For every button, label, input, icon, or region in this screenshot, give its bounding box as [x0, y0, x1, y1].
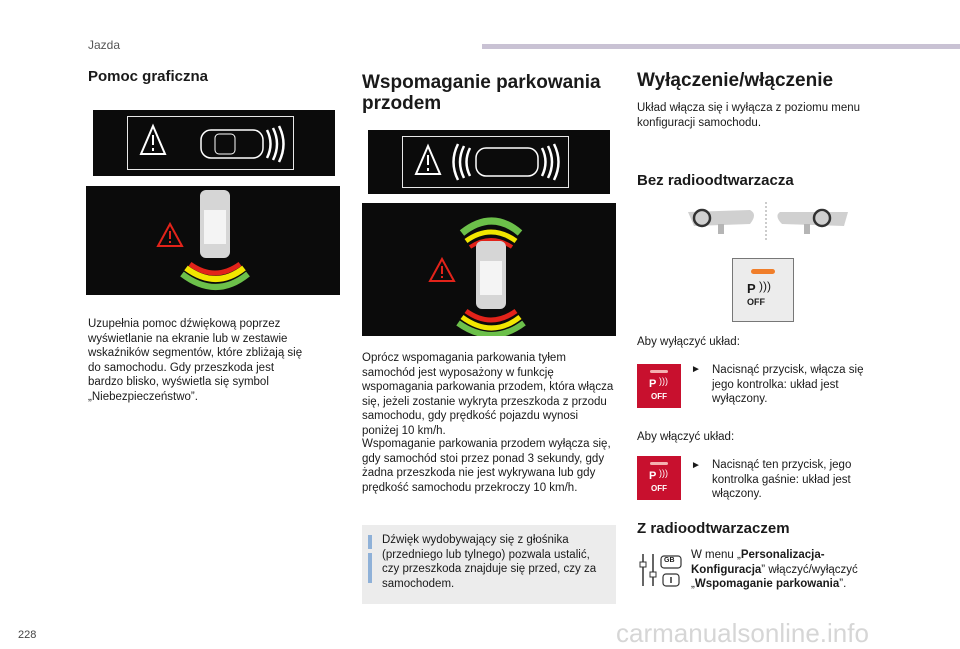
section-label: Jazda	[88, 38, 121, 52]
disable-label: Aby wyłączyć układ:	[637, 336, 740, 348]
parking-p-icon: P	[649, 378, 657, 390]
watermark: carmanualsonline.info	[616, 618, 869, 648]
enable-label: Aby włączyć układ:	[637, 431, 735, 443]
front-parking-display-graphic	[368, 130, 610, 194]
parking-on-indicator	[637, 456, 681, 500]
page-number: 228	[18, 629, 37, 641]
info-icon	[368, 535, 372, 549]
sensor-waves-icon: )))	[759, 279, 771, 293]
rear-parking-graphic	[86, 186, 340, 295]
toggle-title: Wyłączenie/włączenie	[637, 70, 834, 91]
enable-instruction: Nacisnąć ten przycisk, jego kontrolka gaśnie: układ jest włączony.	[712, 459, 852, 500]
front-rear-parking-graphic	[362, 203, 616, 336]
bullet-arrow-icon: ►	[691, 364, 701, 375]
header-bar	[482, 44, 960, 49]
disable-instruction: Nacisnąć przycisk, włącza się jego kontrolka: układ jest wyłączony.	[712, 364, 864, 405]
no-radio-title: Bez radioodtwarzacza	[637, 172, 794, 189]
info-box	[362, 525, 616, 604]
parking-p-icon: P	[649, 470, 657, 482]
graphic-aid-title: Pomoc graficzna	[88, 68, 209, 85]
dashboard-location-graphic	[688, 200, 850, 242]
parking-sensor-button-panel	[732, 258, 794, 322]
parking-display-graphic	[93, 110, 335, 176]
off-label: OFF	[651, 392, 667, 401]
off-label: OFF	[747, 297, 765, 307]
radio-instruction: W menu „Personalizacja-Konfiguracja” włączyć/wyłączyć „Wspomaganie parkowania”.	[691, 549, 858, 590]
info-text: Dźwięk wydobywający się z głośnika (przedniego lub tylnego) pozwala ustalić, czy przeszkoda znajduje się przed, czy za samochodem.	[382, 534, 597, 590]
with-radio-title: Z radioodtwarzaczem	[637, 520, 790, 537]
front-parking-title: Wspomaganie parkowania przodem	[362, 72, 601, 114]
gb-label: GB	[664, 557, 675, 564]
front-dashboard-screen	[362, 203, 616, 336]
parking-p-icon: P	[747, 281, 756, 296]
off-label: OFF	[651, 484, 667, 493]
toggle-intro: Układ włącza się i wyłącza z poziomu menu konfiguracji samochodu.	[637, 102, 861, 129]
front-display-screen	[368, 130, 610, 194]
dashboard-screen	[86, 186, 340, 295]
graphic-aid-text: Uzupełnia pomoc dźwiękową poprzez wyświetlanie na ekranie lub w zestawie wskaźników segmentów, które zbliżają się do samochodu. Gdy przeszkoda jest bardzo blisko, wyświetla się symbol „Niebezpieczeństwo”.	[88, 318, 303, 403]
sensor-waves-icon: )))	[659, 376, 668, 386]
settings-menu-icon	[637, 550, 683, 590]
display-screen	[93, 110, 335, 176]
bullet-arrow-icon: ►	[691, 460, 701, 471]
front-parking-text-1: Oprócz wspomagania parkowania tyłem samochód jest wyposażony w funkcję wspomagania parkowania przodem, która włącza się, jeżeli zostanie wykryta przeszkoda z przodu samochodu, gdy prędkość pojazdu wynosi poniżej 10 km/h.	[362, 352, 614, 437]
indicator-light	[751, 269, 775, 274]
sensor-waves-icon: )))	[659, 468, 668, 478]
parking-off-indicator	[637, 364, 681, 408]
front-parking-text-2: Wspomaganie parkowania przodem wyłącza się, gdy samochód stoi przez ponad 3 sekundy, gdy żadna przeszkoda nie jest wykrywana lub gdy prędkość samochodu przekroczy 10 km/h.	[362, 438, 611, 494]
parking-sensor-button[interactable]	[747, 281, 779, 313]
